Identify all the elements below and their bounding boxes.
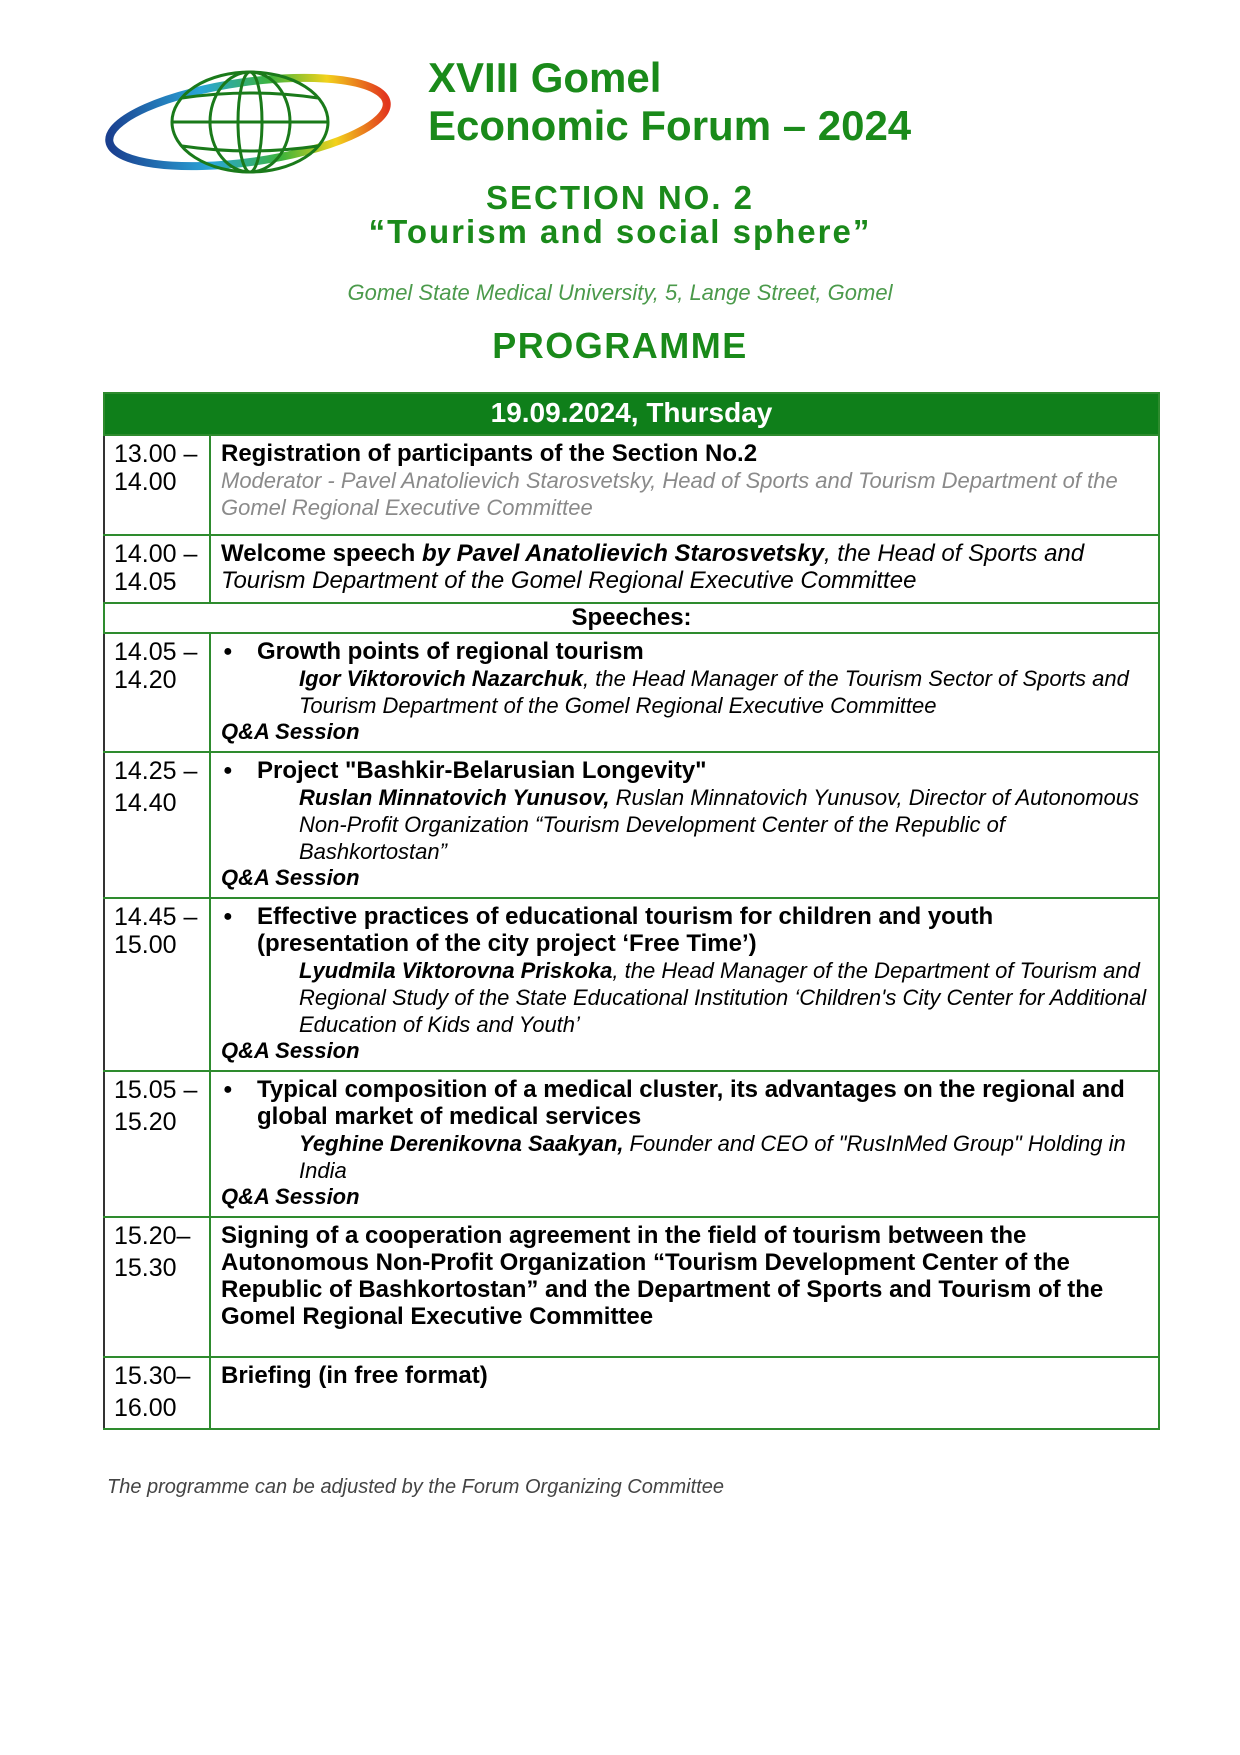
time-end: 15.20 — [114, 1108, 177, 1136]
talk-title-text: Project "Bashkir-Belarusian Longevity" — [257, 757, 707, 784]
time-start: 14.00 – — [114, 540, 198, 568]
time-cell — [104, 752, 210, 898]
time-end: 14.20 — [114, 666, 177, 694]
event-cell — [210, 1357, 1159, 1429]
bullet-icon: ● — [223, 1081, 233, 1098]
time-end: 16.00 — [114, 1394, 177, 1422]
table-row — [104, 1357, 1159, 1429]
time-cell — [104, 435, 210, 535]
speaker-role: , the Head Manager of the Tourism Sector of Sports and Tourism Department of the Gomel Regional Executive Committee — [299, 666, 1129, 718]
time-end: 14.00 — [114, 468, 177, 496]
talk-title-text: Growth points of regional tourism — [257, 638, 644, 665]
table-row — [104, 535, 1159, 603]
forum-globe-logo — [100, 66, 410, 178]
speaker-name: Ruslan Minnatovich Yunusov, — [299, 785, 610, 810]
time-start: 14.45 – — [114, 903, 198, 931]
qa-session: Q&A Session — [221, 1184, 360, 1209]
event-title: Signing of a cooperation agreement in the field of tourism between the Autonomous Non-Profit Organization “Tourism Development Center of the Republic of Bashkortostan” and the Department of Sports and Tourism of the Gomel Regional Executive Committee — [221, 1222, 1104, 1330]
event-title: Registration of participants of the Section No.2 — [221, 440, 758, 467]
time-cell — [104, 1217, 210, 1357]
forum-title-line1: XVIII Gomel — [428, 54, 662, 101]
speaker-role: , the Head Manager of the Department of Tourism and Regional Study of the State Educational Institution ‘Children's City Center for Additional Education of Kids and Youth’ — [299, 958, 1147, 1037]
event-cell — [210, 1217, 1159, 1357]
table-row — [104, 898, 1159, 1071]
bullet-icon: ● — [223, 762, 233, 779]
welcome-prefix: Welcome speech — [221, 540, 422, 567]
speaker-name: Yeghine Derenikovna Saakyan, — [299, 1131, 624, 1156]
speaker-info — [221, 784, 1148, 865]
speeches-row — [104, 603, 1159, 633]
talk-title — [221, 903, 1148, 957]
time-start: 15.20– — [114, 1222, 191, 1250]
welcome-speaker: by Pavel Anatolievich Starosvetsky — [421, 540, 824, 567]
table-row — [104, 1071, 1159, 1217]
speaker-name: Igor Viktorovich Nazarchuk — [299, 666, 584, 691]
footer-note: The programme can be adjusted by the Forum Organizing Committee — [107, 1476, 724, 1498]
programme-table — [103, 392, 1160, 1430]
moderator-text: Moderator - Pavel Anatolievich Starosvetsky, Head of Sports and Tourism Department of the Gomel Regional Executive Committee — [221, 468, 1118, 520]
time-end: 15.00 — [114, 931, 177, 959]
date-cell: 19.09.2024, Thursday — [104, 393, 1159, 435]
talk-title — [221, 638, 1148, 665]
time-start: 14.05 – — [114, 638, 198, 666]
speaker-info — [221, 665, 1148, 719]
time-start: 14.25 – — [114, 757, 198, 785]
time-cell — [104, 633, 210, 752]
time-start: 15.05 – — [114, 1076, 198, 1104]
qa-session: Q&A Session — [221, 1038, 360, 1063]
talk-title-text: Typical composition of a medical cluster, its advantages on the regional and global market of medical services — [257, 1076, 1125, 1130]
section-topic: “Tourism and social sphere” — [368, 213, 872, 250]
talk-title — [221, 757, 1148, 784]
time-cell — [104, 1357, 210, 1429]
speaker-info — [221, 957, 1148, 1038]
time-end: 15.30 — [114, 1254, 177, 1282]
talk-title-text: Effective practices of educational tourism for children and youth (presentation of the city project ‘Free Time’) — [257, 903, 994, 957]
time-cell — [104, 535, 210, 603]
table-row — [104, 435, 1159, 535]
speaker-role: Ruslan Minnatovich Yunusov, Director of Autonomous Non-Profit Organization “Tourism Development Center of the Republic of Bashkortostan” — [299, 785, 1139, 864]
forum-title-line2: Economic Forum – 2024 — [428, 102, 912, 149]
table-row — [104, 752, 1159, 898]
event-cell — [210, 435, 1159, 535]
date-row — [104, 393, 1159, 435]
table-row — [104, 1217, 1159, 1357]
time-end: 14.40 — [114, 789, 177, 817]
event-cell — [210, 535, 1159, 603]
speaker-name: Lyudmila Viktorovna Priskoka — [299, 958, 613, 983]
speeches-label: Speeches: — [104, 603, 1159, 633]
programme-heading: PROGRAMME — [492, 325, 748, 366]
bullet-icon: ● — [223, 908, 233, 925]
time-cell — [104, 898, 210, 1071]
talk-title — [221, 1076, 1148, 1130]
event-title: Briefing (in free format) — [221, 1362, 488, 1389]
event-cell — [210, 633, 1159, 752]
table-row — [104, 633, 1159, 752]
time-start: 13.00 – — [114, 440, 198, 468]
event-cell — [210, 1071, 1159, 1217]
bullet-icon: ● — [223, 643, 233, 660]
event-cell — [210, 752, 1159, 898]
forum-title — [428, 54, 911, 150]
qa-session: Q&A Session — [221, 719, 360, 744]
venue: Gomel State Medical University, 5, Lange Street, Gomel — [347, 280, 893, 305]
qa-session: Q&A Session — [221, 865, 360, 890]
welcome-rest: , the Head of Sports and Tourism Department of the Gomel Regional Executive Committee — [221, 540, 1085, 594]
time-cell — [104, 1071, 210, 1217]
speaker-info — [221, 1130, 1148, 1184]
event-cell — [210, 898, 1159, 1071]
time-start: 15.30– — [114, 1362, 191, 1390]
time-end: 14.05 — [114, 568, 177, 596]
section-number: SECTION NO. 2 — [485, 179, 755, 216]
speaker-role: Founder and CEO of "RusInMed Group" Holding in India — [299, 1131, 1126, 1183]
